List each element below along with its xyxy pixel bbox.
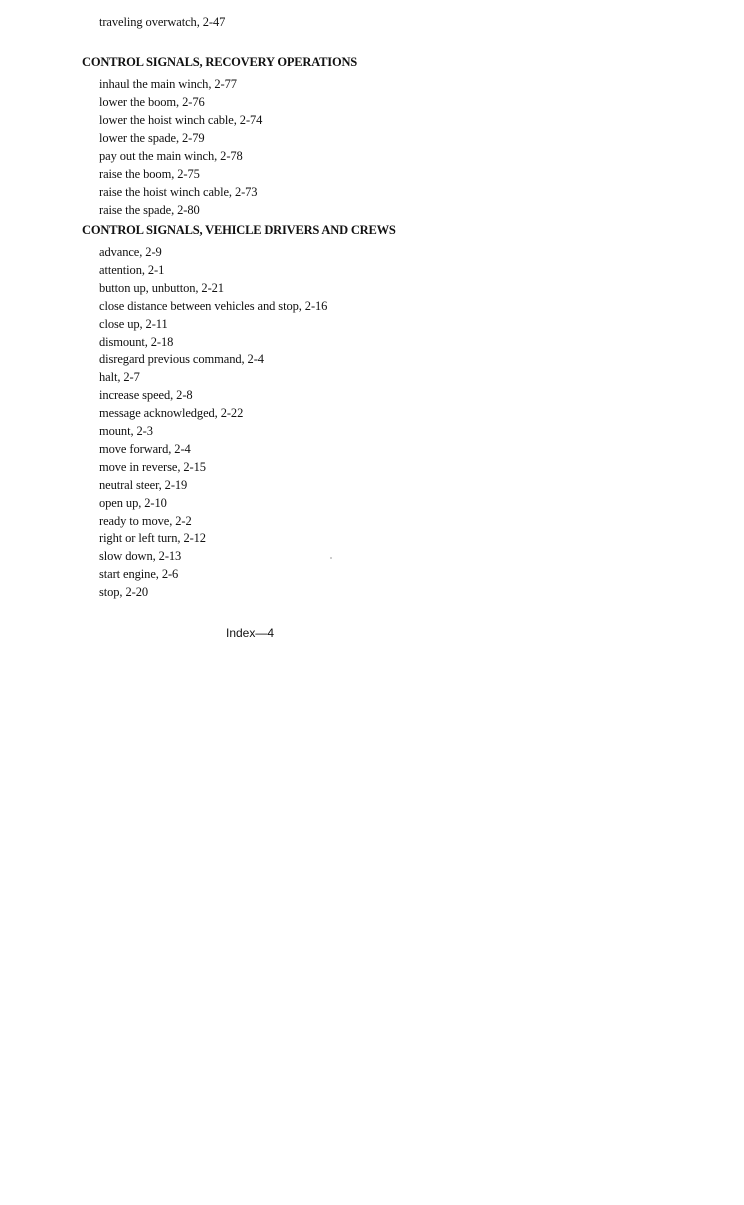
index-entry: raise the boom, 2-75 [99, 167, 200, 181]
index-entry: neutral steer, 2-19 [99, 478, 188, 492]
index-entry: lower the spade, 2-79 [99, 131, 205, 145]
index-entry: lower the boom, 2-76 [99, 95, 205, 109]
index-entry: lower the hoist winch cable, 2-74 [99, 113, 263, 127]
section-heading-vehicle-drivers-and-crews: CONTROL SIGNALS, VEHICLE DRIVERS AND CREWS [82, 223, 396, 237]
index-entry: ready to move, 2-2 [99, 514, 192, 528]
index-entry: increase speed, 2-8 [99, 388, 193, 402]
index-entry: slow down, 2-13 [99, 549, 182, 563]
scan-speck [330, 557, 332, 559]
index-entry: button up, unbutton, 2-21 [99, 281, 224, 295]
index-entry: move in reverse, 2-15 [99, 460, 206, 474]
index-entry: raise the spade, 2-80 [99, 203, 200, 217]
index-entry: move forward, 2-4 [99, 442, 191, 456]
index-entry: right or left turn, 2-12 [99, 531, 206, 545]
index-entry: inhaul the main winch, 2-77 [99, 77, 237, 91]
index-entry: raise the hoist winch cable, 2-73 [99, 185, 258, 199]
index-entry: message acknowledged, 2-22 [99, 406, 244, 420]
index-entry: start engine, 2-6 [99, 567, 179, 581]
index-entry: advance, 2-9 [99, 245, 162, 259]
index-entry: pay out the main winch, 2-78 [99, 149, 243, 163]
index-entry: close up, 2-11 [99, 317, 168, 331]
index-entry: attention, 2-1 [99, 263, 165, 277]
index-entry: close distance between vehicles and stop, 2-16 [99, 299, 328, 313]
index-entry: open up, 2-10 [99, 496, 167, 510]
index-entry: stop, 2-20 [99, 585, 149, 599]
index-entry: halt, 2-7 [99, 370, 140, 384]
index-entry: disregard previous command, 2-4 [99, 352, 264, 366]
index-entry: traveling overwatch, 2-47 [99, 15, 226, 29]
index-entry: dismount, 2-18 [99, 335, 174, 349]
section-heading-recovery-operations: CONTROL SIGNALS, RECOVERY OPERATIONS [82, 55, 358, 69]
page-number: Index—4 [226, 626, 275, 640]
index-entry: mount, 2-3 [99, 424, 153, 438]
